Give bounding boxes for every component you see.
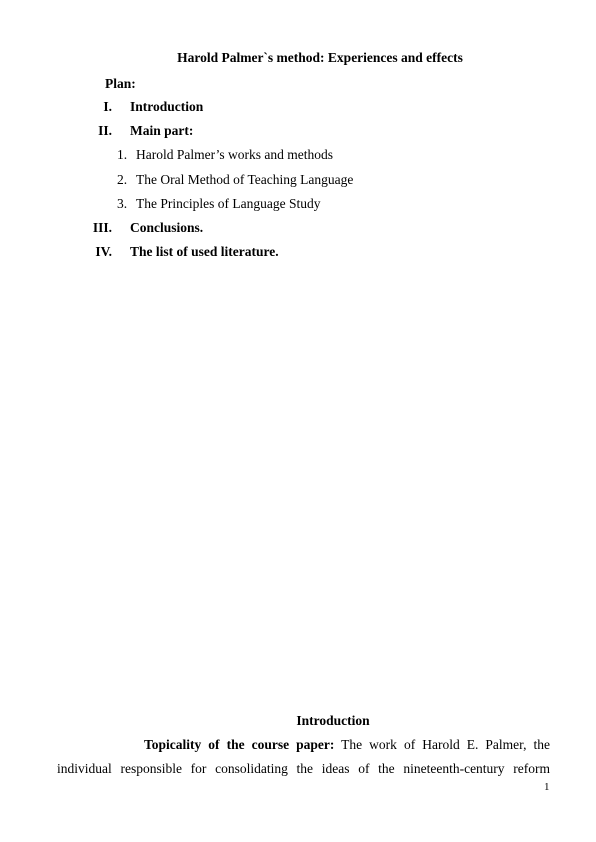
plan-item-literature [0,244,400,262]
plan-numeral: IV. [95,244,112,259]
document-title: Harold Palmer`s method: Experiences and effects [177,50,463,65]
paragraph-text-1: The work of Harold E. Palmer, the [341,737,550,752]
subitem-works-methods [117,147,333,163]
paragraph-line-2: individual responsible for consolidating the ideas of the nineteenth-century reform [57,761,550,776]
subitem-oral-method [117,172,353,188]
plan-text: Introduction [130,99,204,114]
topicality-label: Topicality of the course paper: [144,737,335,752]
plan-numeral: I. [103,99,112,114]
subitem-text: The Oral Method of Teaching Language [136,172,354,187]
plan-item-introduction [0,99,400,117]
plan-numeral: III. [92,220,112,235]
subitem-number: 1. [117,147,128,162]
plan-text: Main part: [130,123,194,138]
subitem-principles [117,196,320,212]
plan-text: Conclusions. [130,220,204,235]
introduction-heading: Introduction [296,713,370,728]
subitem-number: 2. [117,172,128,187]
plan-item-conclusions [0,220,400,238]
plan-item-main-part [0,123,400,141]
plan-text: The list of used literature. [130,244,279,259]
subitem-text: Harold Palmer’s works and methods [136,147,333,162]
subitem-number: 3. [117,196,128,211]
subitem-text: The Principles of Language Study [136,196,321,211]
page-number: 1 [544,781,550,793]
plan-label: Plan: [105,76,136,91]
paragraph-line-1 [57,737,550,753]
plan-numeral: II. [98,123,112,138]
